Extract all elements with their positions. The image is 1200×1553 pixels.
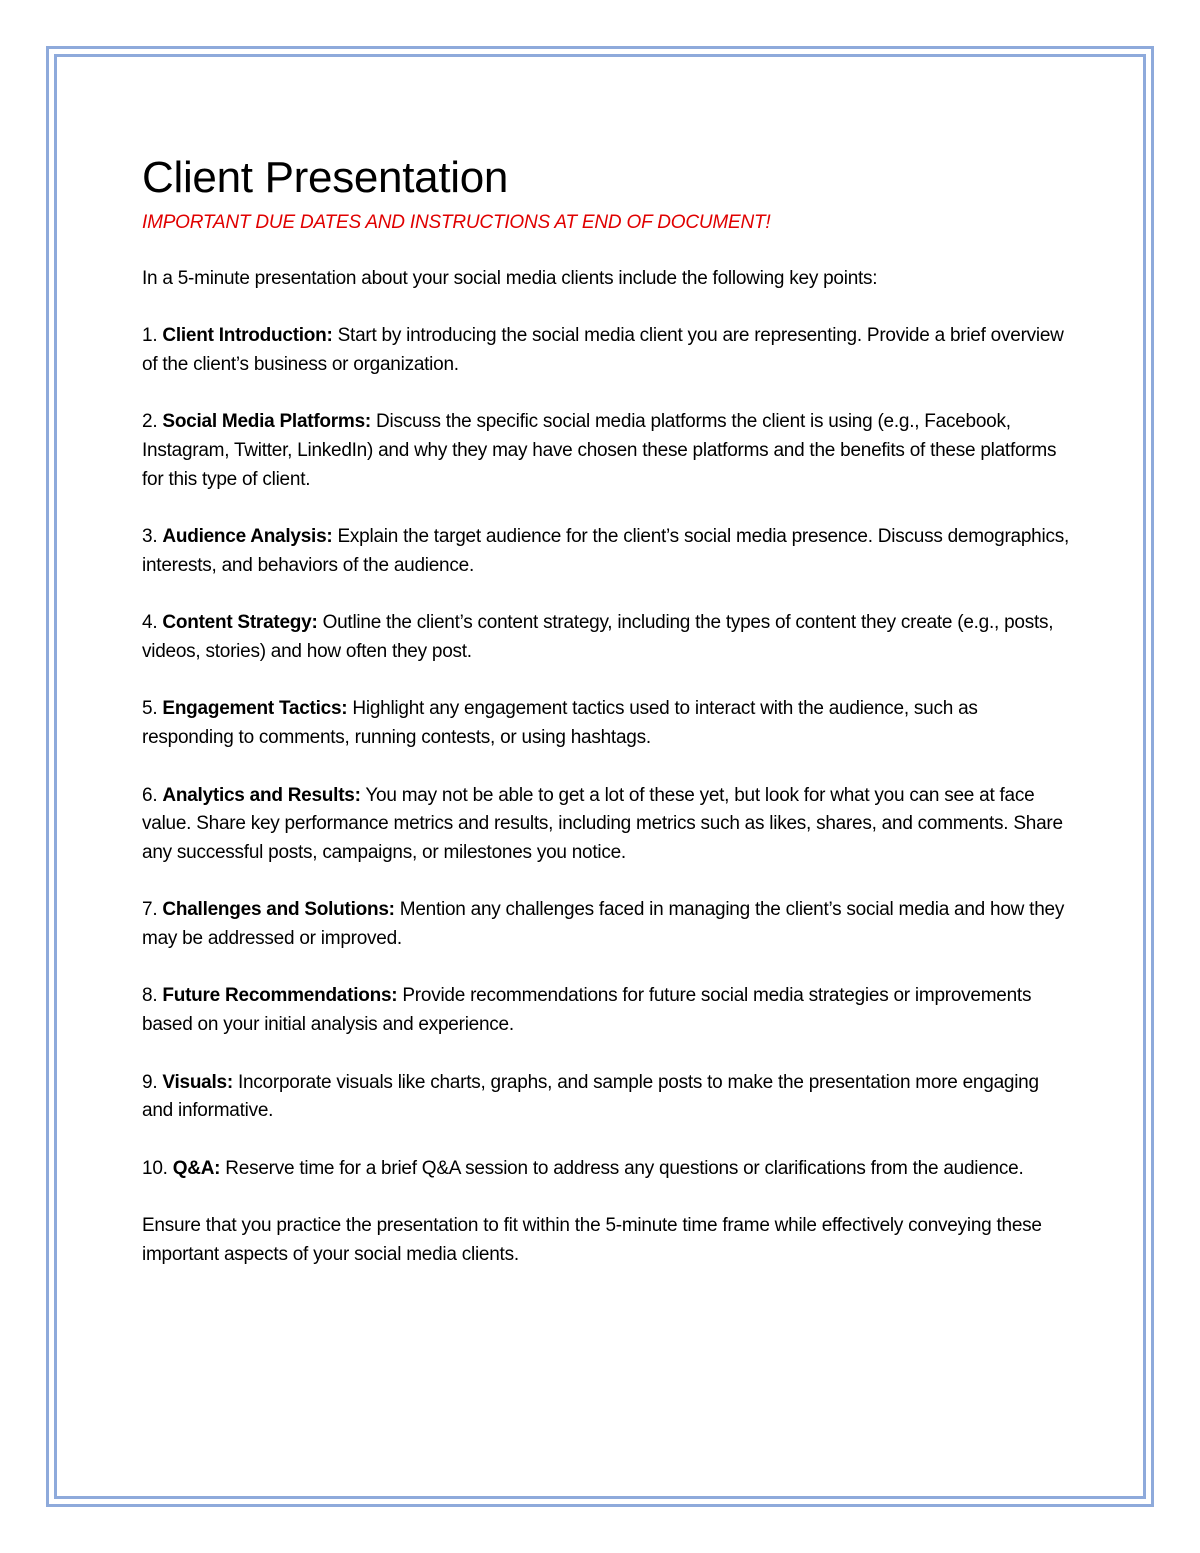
closing-paragraph: Ensure that you practice the presentation to fit within the 5-minute time frame while effectively conveying these important aspects of your social media clients. xyxy=(142,1215,1042,1265)
item-number: 2. xyxy=(142,411,158,433)
document-title: Client Presentation xyxy=(142,153,509,202)
item-number: 1. xyxy=(142,325,158,347)
item-number: 4. xyxy=(142,612,158,634)
key-point-item xyxy=(142,782,1072,868)
item-number: 8. xyxy=(142,985,158,1007)
item-text: Reserve time for a brief Q&A session to address any questions or clarifications from the audience. xyxy=(225,1157,1024,1179)
item-text: Outline the client’s content strategy, including the types of content they create (e.g., posts, videos, stories) and how often they post. xyxy=(142,612,1054,663)
item-number: 6. xyxy=(142,784,158,806)
item-label: Analytics and Results: xyxy=(162,784,361,806)
item-label: Engagement Tactics: xyxy=(162,698,348,720)
key-point-item xyxy=(142,408,1072,494)
item-number: 7. xyxy=(142,899,158,921)
intro-paragraph: In a 5-minute presentation about your social media clients include the following key points: xyxy=(142,268,878,289)
item-number: 3. xyxy=(142,526,158,548)
item-label: Audience Analysis: xyxy=(162,526,333,548)
key-point-item xyxy=(142,1069,1072,1126)
item-text: Provide recommendations for future social media strategies or improvements based on your initial analysis and experience. xyxy=(142,985,1032,1036)
item-number: 9. xyxy=(142,1071,158,1093)
item-number: 5. xyxy=(142,698,158,720)
item-label: Future Recommendations: xyxy=(162,985,398,1007)
important-notice: IMPORTANT DUE DATES AND INSTRUCTIONS AT END OF DOCUMENT! xyxy=(142,212,771,233)
item-text: Highlight any engagement tactics used to interact with the audience, such as responding to comments, running contests, or using hashtags. xyxy=(142,698,978,749)
item-text: Incorporate visuals like charts, graphs, and sample posts to make the presentation more engaging and informative. xyxy=(142,1071,1039,1122)
item-label: Visuals: xyxy=(162,1071,233,1093)
item-number: 10. xyxy=(142,1157,168,1179)
document-body xyxy=(142,150,1072,1269)
key-point-item xyxy=(142,523,1072,580)
item-label: Social Media Platforms: xyxy=(162,411,371,433)
item-text: Mention any challenges faced in managing the client’s social media and how they may be addressed or improved. xyxy=(142,899,1065,950)
key-point-item xyxy=(142,982,1072,1039)
key-point-item xyxy=(142,322,1072,379)
key-point-item xyxy=(142,695,1072,752)
key-point-item xyxy=(142,609,1072,666)
item-text: Explain the target audience for the client’s social media presence. Discuss demographics, interests, and behaviors of the audience. xyxy=(142,526,1069,576)
item-label: Content Strategy: xyxy=(162,612,318,634)
item-label: Client Introduction: xyxy=(162,325,333,347)
key-point-item xyxy=(142,896,1072,953)
item-text: You may not be able to get a lot of these yet, but look for what you can see at face value. Share key performance metrics and results, including metrics such as likes, shares, and comments. Share any successful posts, campaigns, or milestones you notice. xyxy=(142,784,1063,863)
item-label: Q&A: xyxy=(172,1157,221,1179)
item-label: Challenges and Solutions: xyxy=(162,899,395,921)
item-text: Discuss the specific social media platforms the client is using (e.g., Facebook, Instagram, Twitter, LinkedIn) and why they may have chosen these platforms and the benefits of these platforms for this type of client. xyxy=(142,411,1057,490)
key-point-item xyxy=(142,1155,1072,1184)
item-text: Start by introducing the social media client you are representing. Provide a brief overview of the client’s business or organization. xyxy=(142,325,1064,376)
